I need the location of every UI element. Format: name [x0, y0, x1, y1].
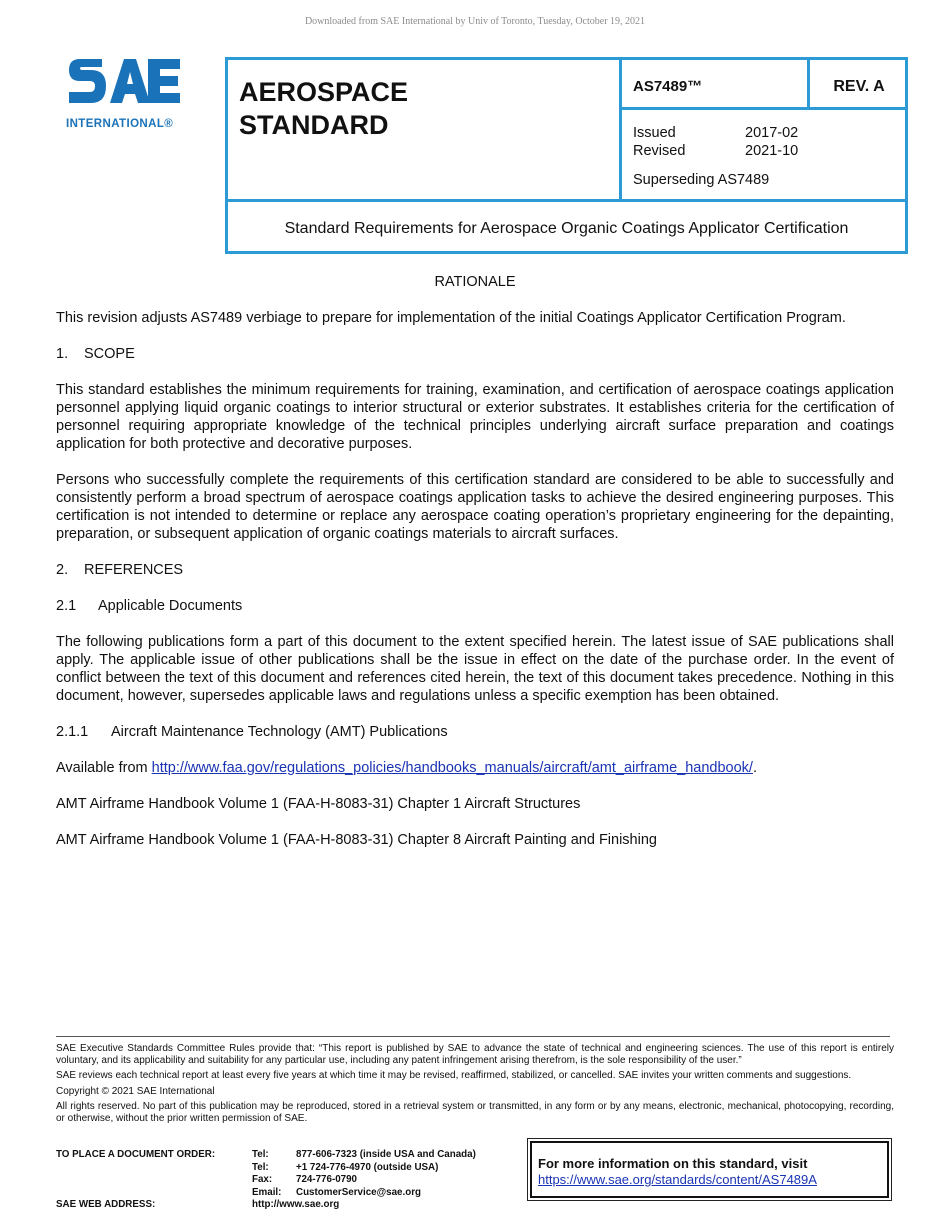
document-header	[225, 57, 908, 254]
fax-label: Fax:	[252, 1174, 273, 1185]
document-type-line1: AEROSPACE	[239, 77, 409, 107]
email-label: Email:	[252, 1186, 282, 1198]
section-2-1-title: Applicable Documents	[98, 598, 243, 614]
superseding-note: Superseding AS7489	[633, 172, 770, 188]
applicable-documents-paragraph: The following publications form a part of this document to the extent specified herein. The latest issue of SAE publications shall apply. The applicable issue of other publications shall be the issue in effect on the date of the purchase order. In the event of conflict between the text of this document and references cited herein, the text of this document takes precedence. Nothing in this document, however, supersedes applicable laws and regulations unless a specific exemption has been obtained.	[56, 634, 894, 704]
available-from-line	[56, 759, 894, 777]
revision-label: REV. A	[810, 60, 908, 110]
rationale-text: This revision adjusts AS7489 verbiage to prepare for implementation of the initial Coatings Applicator Certification Program.	[56, 310, 846, 326]
document-dates	[622, 110, 908, 202]
reference-item: AMT Airframe Handbook Volume 1 (FAA-H-8083-31) Chapter 8 Aircraft Painting and Finishing	[56, 832, 657, 848]
tel2-label: Tel:	[252, 1161, 269, 1173]
sae-logo	[66, 55, 190, 135]
tel2-value: +1 724-776-4970 (outside USA)	[296, 1161, 439, 1173]
committee-rules-text: SAE Executive Standards Committee Rules provide that: “This report is published by SAE to advance the state of technical and engineering sciences. The use of this report is entirely voluntary, and its applicability and suitability for any particular use, including any patent infringement arising therefrom, is the sole responsibility of the user.”	[56, 1043, 894, 1066]
scope-paragraph-1: This standard establishes the minimum requirements for training, examination, and certification of aerospace coatings application personnel applying liquid organic coatings to interior structural or exterior substrates. It establishes criteria for the certification of personnel requiring appropriate knowledge of the technical principles underlying aircraft surface preparation and coatings application for both protective and decorative purposes.	[56, 382, 894, 452]
order-contact-block	[56, 1149, 476, 1212]
section-2-1-1-title: Aircraft Maintenance Technology (AMT) Publications	[111, 724, 448, 740]
rationale-heading: RATIONALE	[434, 274, 516, 290]
tel-value: 877-606-7323 (inside USA and Canada)	[296, 1149, 476, 1160]
footer-divider	[56, 1036, 890, 1037]
footer-legal	[56, 1043, 894, 1128]
order-label: TO PLACE A DOCUMENT ORDER:	[56, 1149, 216, 1160]
revised-value: 2021-10	[745, 143, 799, 159]
tel-label: Tel:	[252, 1149, 269, 1160]
web-address-value[interactable]: http://www.sae.org	[252, 1199, 340, 1210]
more-info-box	[527, 1138, 892, 1201]
document-subject: Standard Requirements for Aerospace Organic Coatings Applicator Certification	[284, 220, 849, 237]
standard-page-link[interactable]: https://www.sae.org/standards/content/AS7489A	[538, 1172, 817, 1187]
web-address-label: SAE WEB ADDRESS:	[56, 1199, 156, 1210]
logo-subtitle: INTERNATIONAL®	[66, 118, 174, 130]
email-value[interactable]: CustomerService@sae.org	[296, 1186, 421, 1198]
section-2-1-heading	[56, 597, 894, 615]
section-2-heading	[56, 561, 894, 579]
review-policy-text: SAE reviews each technical report at least every five years at which time it may be revised, reaffirmed, stabilized, or cancelled. SAE invites your written comments and suggestions.	[56, 1070, 852, 1081]
section-2-1-1-number: 2.1.1	[56, 724, 89, 740]
section-1-title: SCOPE	[84, 346, 135, 362]
available-suffix: .	[752, 760, 757, 776]
section-2-title: REFERENCES	[84, 562, 184, 578]
more-info-title: For more information on this standard, visit	[538, 1156, 808, 1171]
faa-handbook-link[interactable]: http://www.faa.gov/regulations_policies/handbooks_manuals/aircraft/amt_airframe_handbook/	[151, 760, 753, 776]
section-2-number: 2.	[56, 562, 69, 578]
issued-value: 2017-02	[745, 125, 799, 141]
rights-text: All rights reserved. No part of this publication may be reproduced, stored in a retrieval system or transmitted, in any form or by any means, electronic, mechanical, photocopying, recording, or otherwise, without the prior written permission of SAE.	[56, 1101, 894, 1124]
available-prefix: Available from	[56, 760, 152, 776]
section-1-number: 1.	[56, 346, 69, 362]
document-type-line2: STANDARD	[239, 110, 389, 140]
document-number: AS7489™	[622, 60, 810, 110]
revised-label: Revised	[633, 143, 686, 159]
scope-paragraph-2: Persons who successfully complete the requirements of this certification standard are considered to be able to successfully and consistently perform a broad spectrum of aerospace coatings application tasks to achieve the desired engineering purposes. This certification is not intended to determine or replace any aerospace coating operation’s proprietary engineering for the depainting, preparation, or subsequent application of organic coatings materials to aircraft surfaces.	[56, 472, 894, 542]
sae-logo-mark	[66, 55, 182, 113]
copyright-text: Copyright © 2021 SAE International	[56, 1085, 215, 1097]
issued-label: Issued	[633, 125, 676, 141]
fax-value: 724-776-0790	[296, 1174, 358, 1185]
section-2-1-1-heading	[56, 723, 894, 741]
section-1-heading	[56, 345, 894, 363]
reference-item: AMT Airframe Handbook Volume 1 (FAA-H-8083-31) Chapter 1 Aircraft Structures	[56, 796, 581, 812]
document-body	[56, 273, 894, 867]
section-2-1-number: 2.1	[56, 598, 77, 614]
download-note: Downloaded from SAE International by Univ of Toronto, Tuesday, October 19, 2021	[304, 16, 646, 27]
document-type	[228, 60, 622, 202]
